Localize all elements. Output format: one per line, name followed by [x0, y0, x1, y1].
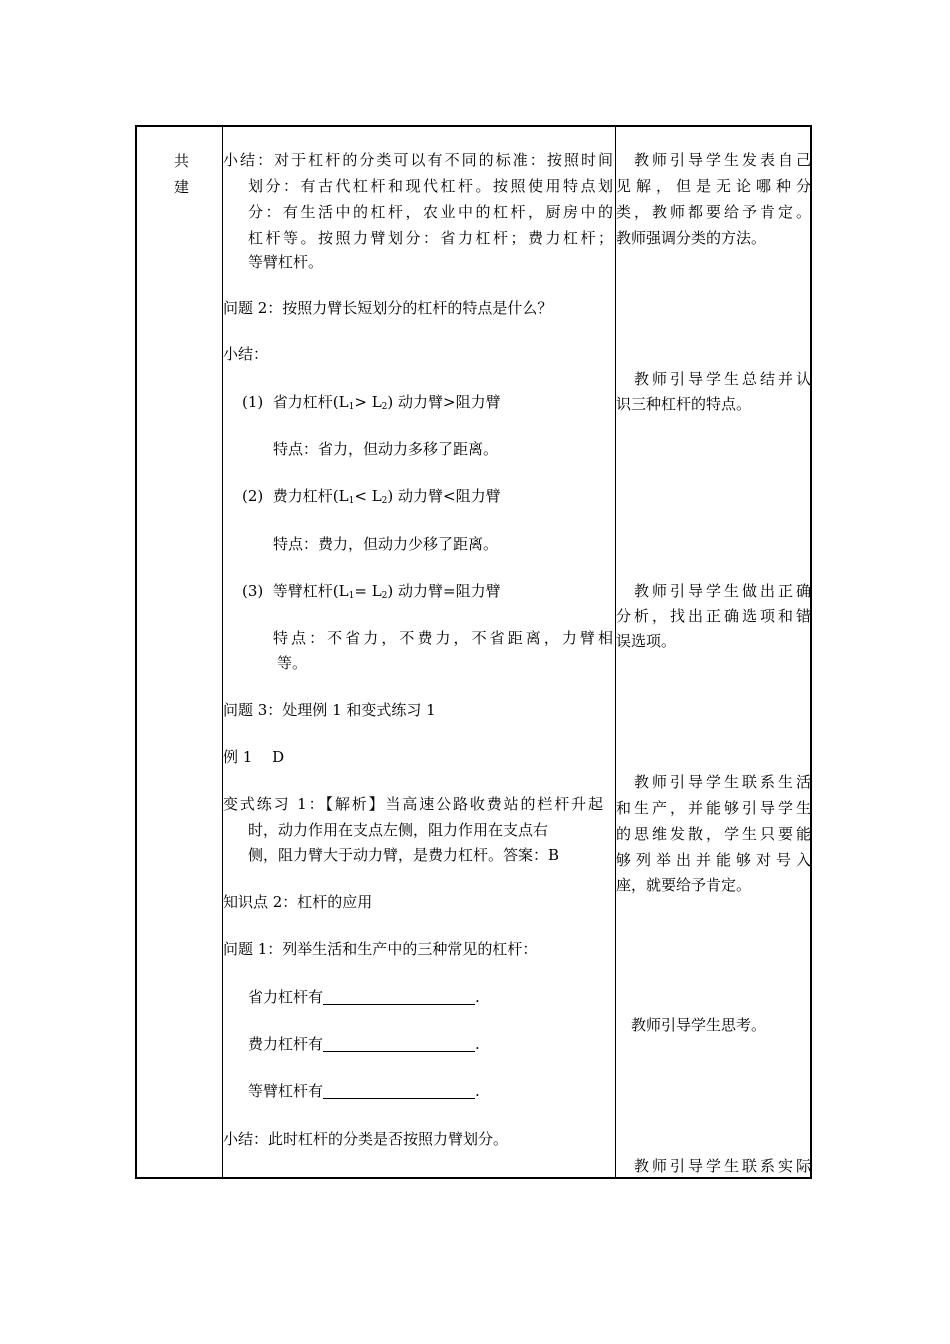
note4-line4: 够列举出并能够对号入: [616, 851, 811, 869]
question-1: 问题 1：列举生活和生产中的三种常见的杠杆：: [223, 940, 538, 958]
note4-line1: 教师引导学生联系生活: [616, 773, 811, 791]
lever-item-3-desc: ) 动力臂=阻力臂: [387, 582, 501, 600]
lever-item-2-desc: ) 动力臂<阻力臂: [387, 487, 501, 505]
note5-line1: 教师引导学生思考。: [616, 1016, 767, 1034]
lever-item-2-sub2: 2: [381, 496, 388, 506]
summary3: 小结：此时杠杆的分类是否按照力臂划分。: [223, 1130, 509, 1148]
note3-line2: 分析，找出正确选项和错: [616, 607, 811, 625]
note1-line3: 类，教师都要给予肯定。: [616, 203, 811, 221]
lever-item-2-sub1: 1: [348, 496, 355, 506]
note4-line2: 和生产，并能够引导学生: [616, 799, 811, 817]
blank-row-1-line[interactable]: [323, 988, 475, 1005]
lever-item-3-sub1: 1: [348, 591, 355, 601]
note1-line1: 教师引导学生发表自己: [616, 151, 811, 169]
note4-line3: 的思维发散，学生只要能: [616, 825, 811, 843]
lever-item-1-num: (1): [242, 393, 264, 411]
stage-char-2: 建: [174, 178, 190, 196]
blank-row-3-label: 等臂杠杆有: [248, 1082, 324, 1100]
lever-item-3: [242, 578, 501, 609]
example-1: 例 1 D: [223, 748, 285, 766]
lever-item-1-sub1: 1: [348, 402, 355, 412]
lever-item-2-name: 费力杠杆(L: [272, 487, 349, 505]
blank-row-3-line[interactable]: [323, 1082, 475, 1099]
summary1-line3: 分：有生活中的杠杆，农业中的杠杆，厨房中的: [248, 203, 613, 221]
lever-item-1-rel: > L: [354, 393, 382, 411]
question-2: 问题 2：按照力臂长短划分的杠杆的特点是什么？: [223, 299, 553, 317]
lever-item-3-feature-line1: 特点：不省力，不费力，不省距离，力臂相: [273, 629, 613, 647]
column-divider-1: [222, 127, 223, 1177]
knowledge-point-2: 知识点 2：杠杆的应用: [223, 893, 373, 911]
lever-item-3-name: 等臂杠杆(L: [272, 582, 349, 600]
blank-row-1-label: 省力杠杆有: [248, 988, 324, 1006]
variant-line3: 侧，阻力臂大于动力臂，是费力杠杆。答案：B: [248, 846, 560, 864]
note2-line1: 教师引导学生总结并认: [616, 370, 811, 388]
note2-line2: 识三种杠杆的特点。: [616, 395, 752, 413]
summary2-heading: 小结：: [223, 345, 269, 363]
lever-item-1-desc: ) 动力臂>阻力臂: [387, 393, 501, 411]
lever-item-3-feature-line2: 等。: [277, 654, 308, 672]
blank-row-1-end: .: [475, 988, 480, 1006]
blank-row-3-end: .: [475, 1082, 480, 1100]
note6-line1: 教师引导学生联系实际: [616, 1157, 811, 1175]
lever-item-3-rel: = L: [354, 582, 382, 600]
note3-line3: 误选项。: [616, 632, 677, 650]
variant-line1: 变式练习 1：【解析】当高速公路收费站的栏杆升起: [223, 795, 603, 813]
lever-item-2-rel: < L: [354, 487, 382, 505]
summary1-line4: 杠杆等。按照力臂划分：省力杠杆；费力杠杆；: [248, 229, 613, 247]
blank-row-1: [248, 984, 480, 1010]
note1-line4: 教师强调分类的方法。: [616, 229, 767, 247]
lever-item-1-sub2: 2: [381, 402, 388, 412]
blank-row-2: [248, 1031, 480, 1057]
lever-item-1: [242, 389, 501, 420]
lever-item-3-num: (3): [242, 582, 264, 600]
variant-line2: 时，动力作用在支点左侧，阻力作用在支点右: [248, 821, 549, 839]
note1-line2: 见解，但是无论哪种分: [616, 177, 811, 195]
stage-char-1: 共: [174, 152, 190, 170]
summary1-line1: 小结：对于杠杆的分类可以有不同的标准：按照时间: [223, 151, 613, 169]
lever-item-3-sub2: 2: [381, 591, 388, 601]
lever-item-2-num: (2): [242, 487, 264, 505]
blank-row-2-label: 费力杠杆有: [248, 1035, 324, 1053]
lever-item-1-name: 省力杠杆(L: [272, 393, 349, 411]
summary1-line5: 等臂杠杆。: [248, 253, 324, 271]
blank-row-3: [248, 1078, 480, 1104]
lever-item-2-feature: 特点：费力，但动力少移了距离。: [273, 535, 499, 553]
summary1-line2: 划分：有古代杠杆和现代杠杆。按照使用特点划: [248, 177, 613, 195]
note3-line1: 教师引导学生做出正确: [616, 582, 811, 600]
lever-item-2: [242, 483, 501, 514]
lever-item-1-feature: 特点：省力，但动力多移了距离。: [273, 440, 499, 458]
blank-row-2-end: .: [475, 1035, 480, 1053]
stage-label: [174, 148, 194, 200]
question-3: 问题 3：处理例 1 和变式练习 1: [223, 701, 436, 719]
blank-row-2-line[interactable]: [323, 1035, 475, 1052]
note4-line5: 座，就要给予肯定。: [616, 876, 752, 894]
